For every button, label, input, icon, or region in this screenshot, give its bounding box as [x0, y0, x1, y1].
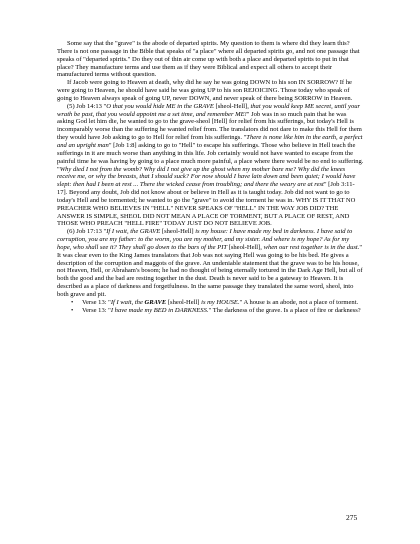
list-item: [57, 307, 364, 315]
italic-quote: when our rest together is in the dust: [263, 243, 358, 251]
text-run: [sheol-Hell]: [160, 228, 196, 236]
text-run: " [Job 3:11-17]. Beyond any doubt, Job did not know about or believe in Hell as it is taught today. Job did not want to go to today's Hell and be tormented; he wanted to go the "grave" to avoid the torment he was in. WHY IS IT THAT NO PREACHER WHO BELIEVES IN "HELL" NEVER SPEAKS OF "HELL" IN THE WAY JOB DID? THE ANSWER IS SIMPLE, SHEOL DID NOT MEAN A PLACE OF TORMENT, BUT A PLACE OF REST, AND THOSE WHO PREACH "HELL FIRE" TODAY JUST DO NOT BELIEVE JOB.: [57, 181, 356, 228]
italic-quote: that you would keep ME secret, until your wrath be past, that you would appoint me a set time, and remember ME!: [57, 102, 361, 118]
text-run: Verse 13: ": [82, 306, 111, 314]
text-run: ." It was clear even to the King James translators that Job was not saying Hell was going to be his bed. He gives a description of the corruption and maggots of the grave. An undeniable statement that the grave was to be his house, not Heaven, Hell, or Abraham's bosom; he had no thought of being eternally tortured in the Dark Age Hell, but all of both the good and the bad are resting together in the dust. Death is never said to be a gateway to Heaven. It is described as a place of darkness and forgetfulness. In the same passage they translated the same word, sheol, into both grave and pit.: [57, 243, 363, 298]
italic-quote: is my HOUSE: [201, 298, 238, 306]
list-item-text: [82, 299, 358, 306]
text-run: " Job was in so much pain that he was asking God let him die, he wanted to go to the grave-sheol [Hell] for relief from his sufferings, but today's Hell is incomparably worse than the suffering he wanted relief from. The translators did not dare to make this Hell for them they would have Job asking to go to Hell for relief from his sufferings. ": [57, 110, 362, 142]
text-run: [sheol-Hell]: [166, 298, 202, 306]
italic-quote: If I wait, the GRAVE: [106, 228, 161, 236]
italic-quote: There is none like him in the earth, a perfect and an upright man: [57, 134, 363, 149]
text-run: Some say that the "grave" is the abode of departed spirits. My question to them is where did they learn this? There is not one passage in the Bible that speaks of "a place" where all departed spirits go, and not one passage that speaks of "departed spirits." Do they out of thin air come up with both a place and departed spirits to put in that place? They manufacture terms and use them as if they were Biblical and expect all others to accept their manufactured terms without question.: [57, 40, 360, 79]
italic-quote: GRAVE: [144, 298, 167, 306]
text-run: ." A house is an abode, not a place of torment.: [237, 298, 359, 306]
body-text: [57, 40, 364, 315]
verse-list: [57, 299, 364, 315]
italic-quote: is my house: I have made my bed in darkness. I have said to corruption, you are my father: to the worm, you are my mother, and my sister. And where is my hope? As for my hope, who shall see it? They shall go down to the bars of the PIT: [57, 228, 353, 251]
text-run: (6) Job 17:13 ": [67, 228, 107, 236]
italic-quote: If I wait, the: [110, 298, 145, 306]
paragraph: [57, 228, 364, 299]
paragraph: [57, 40, 364, 79]
text-run: " [Job 1:8] asking to go to "Hell" to escape his sufferings. Those who believe in Hell teach the sufferings in it are much worse than anything in this life. Job certainly would not have wanted to escape from the painful time he was having by going to a place much more painful, a place where there would be no end to suffering. ": [57, 141, 364, 173]
text-run: Verse 13: ": [82, 298, 111, 306]
italic-quote: O that you would hide ME in the GRAVE: [106, 102, 214, 110]
bullet-icon: •: [71, 306, 74, 314]
text-run: [sheol-Hell],: [213, 102, 251, 110]
text-run: (5) Job 14:13 ": [67, 102, 107, 110]
italic-quote: Why died I not from the womb? Why did I not give up the ghost when my mother bare me? Why did the knees receive me, or why the breasts, that I should suck? For now should I have lain down and been quiet; I would have slept: then had I been at rest ... There the wicked cease from troubling; and there the weary are at rest: [57, 165, 356, 189]
page-number: 275: [346, 513, 358, 522]
text-run: [sheol-Hell],: [227, 243, 264, 251]
paragraph: [57, 79, 364, 103]
italic-quote: I have made my BED in DARKNESS.: [110, 306, 209, 314]
paragraph: [57, 103, 364, 229]
text-run: " The darkness of the grave. Is a place of fire or darkness?: [208, 306, 361, 314]
bullet-icon: •: [71, 298, 74, 306]
list-item: [57, 299, 364, 307]
list-item-text: [82, 307, 361, 314]
text-run: If Jacob were going to Heaven at death, why did he say he was going DOWN to his son IN SORROW? If he were going to Heaven, he should have said he was going UP to his son REJOICING. Those today who speak of going to Heaven always speak of going UP, never DOWN, and never speak of there being SORROW in Heaven.: [57, 79, 353, 102]
